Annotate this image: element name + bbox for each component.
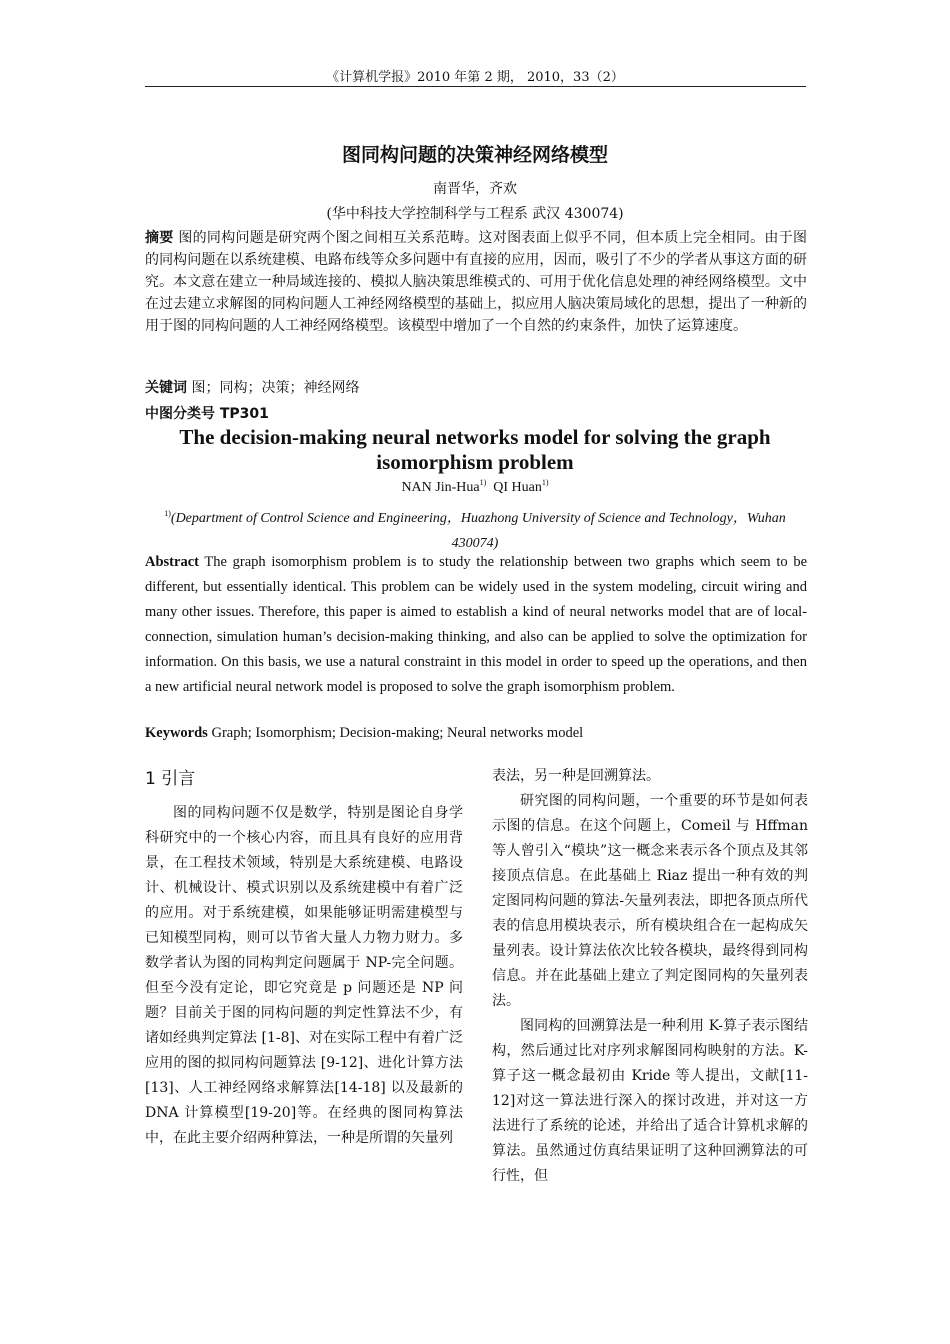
section-heading: 1 引言 — [145, 769, 196, 789]
english-abstract — [145, 550, 807, 700]
english-abstract-label: Abstract — [145, 554, 199, 570]
body-paragraph: 表法，另一种是回溯算法。 — [492, 768, 660, 784]
body-paragraph: 研究图的同构问题，一个重要的环节是如何表示图的信息。在这个问题上，Comeil 与 Hffman 等人曾引入“模块”这一概念来表示各个顶点及其邻接顶点信息。在此基础上 Riaz 提出一种有效的判定图同构问题的算法-矢量列表法，即把各顶点所代表的信息用模块表示，所有模块组合在一起构成矢量列表。设计算法依次比较各模块，最终得到同构信息。并在此基础上建立了判定图同构的矢量列表法。 — [492, 793, 808, 1009]
chinese-abstract-label: 摘要 — [145, 230, 174, 246]
running-header: 《计算机学报》2010 年第 2 期， 2010，33（2） — [326, 70, 624, 85]
chinese-keywords-text: 图；同构；决策；神经网络 — [187, 380, 360, 396]
chinese-keywords-label: 关键词 — [145, 380, 187, 396]
header-rule — [145, 86, 806, 87]
chinese-affiliation: (华中科技大学控制科学与工程系 武汉 430074) — [326, 206, 624, 222]
english-affiliation-text: (Department of Control Science and Engineering，Huazhong University of Science and Technology，Wuhan 430074) — [170, 511, 786, 551]
author-1: NAN Jin-Hua — [401, 480, 480, 495]
chinese-authors: 南晋华，齐欢 — [433, 181, 517, 197]
affiliation-sup: 1) — [164, 509, 171, 518]
left-column — [145, 801, 463, 1151]
english-keywords — [145, 725, 807, 742]
english-title: The decision-making neural networks model for solving the graph isomorphism problem — [179, 425, 771, 474]
english-keywords-text: Graph; Isomorphism; Decision-making; Neural networks model — [207, 725, 584, 741]
classification-number: 中图分类号 TP301 — [145, 406, 269, 422]
author-2-sup: 1) — [541, 478, 549, 487]
body-paragraph: 图的同构问题不仅是数学，特别是图论自身学科研究中的一个核心内容，而且具有良好的应用背景，在工程技术领域，特别是大系统建模、电路设计、机械设计、模式识别以及系统建模中有着广泛的应用。对于系统建模，如果能够证明需建模型与已知模型同构，则可以节省大量人力物力财力。多数学者认为图的同构判定问题属于 NP-完全问题。但至今没有定论，即它究竟是 p 问题还是 NP 问题？目前关于图的同构问题的判定性算法不少，有诸如经典判定算法 [1-8]、对在实际工程中有着广泛应用的图的拟同构问题算法 [9-12]、进化计算方法[13]、人工神经网络求解算法[14-18] 以及最新的 DNA 计算模型[19-20]等。在经典的图同构算法中，在此主要介绍两种算法，一种是所谓的矢量列 — [145, 805, 463, 1146]
chinese-title: 图同构问题的决策神经网络模型 — [341, 144, 608, 166]
chinese-keywords — [145, 377, 807, 397]
author-1-sup: 1) — [479, 478, 487, 487]
right-column — [492, 764, 808, 1189]
body-paragraph: 图同构的回溯算法是一种利用 K-算子表示图结构，然后通过比对序列求解图同构映射的方法。K-算子这一概念最初由 Kride 等人提出，文献[11-12]对这一算法进行深入的探讨改进，并对这一方法进行了系统的论述，并给出了适合计算机求解的算法。虽然通过仿真结果证明了这种回溯算法的可行性，但 — [492, 1018, 808, 1184]
author-2: QI Huan — [493, 480, 542, 495]
chinese-abstract-text: 图的同构问题是研究两个图之间相互关系范畴。这对图表面上似乎不同，但本质上完全相同。由于图的同构问题在以系统建模、电路布线等众多问题中有直接的应用，因而，吸引了不少的学者从事这方面的研究。本文意在建立一种局域连接的、模拟人脑决策思维模式的、可用于优化信息处理的神经网络模型。文中在过去建立求解图的同构问题人工神经网络模型的基础上，拟应用人脑决策局域化的思想，提出了一种新的用于图的同构问题的人工神经网络模型。该模型中增加了一个自然的约束条件，加快了运算速度。 — [145, 230, 807, 334]
chinese-abstract — [145, 227, 807, 337]
english-affiliation — [160, 501, 790, 556]
english-abstract-text: The graph isomorphism problem is to study the relationship between two graphs which seem to be different, but essentially identical. This problem can be widely used in the system modeling, circuit wiring and many other issues. Therefore, this paper is aimed to establish a kind of neural networks model that are of local-connection, simulation human’s decision-making thinking, and also can be applied to solve the optimization for information. On this basis, we use a natural constraint in this model in order to speed up the operations, and then a new artificial neural network model is proposed to solve the graph isomorphism problem. — [145, 554, 807, 695]
english-keywords-label: Keywords — [145, 725, 208, 741]
english-authors — [145, 478, 805, 496]
